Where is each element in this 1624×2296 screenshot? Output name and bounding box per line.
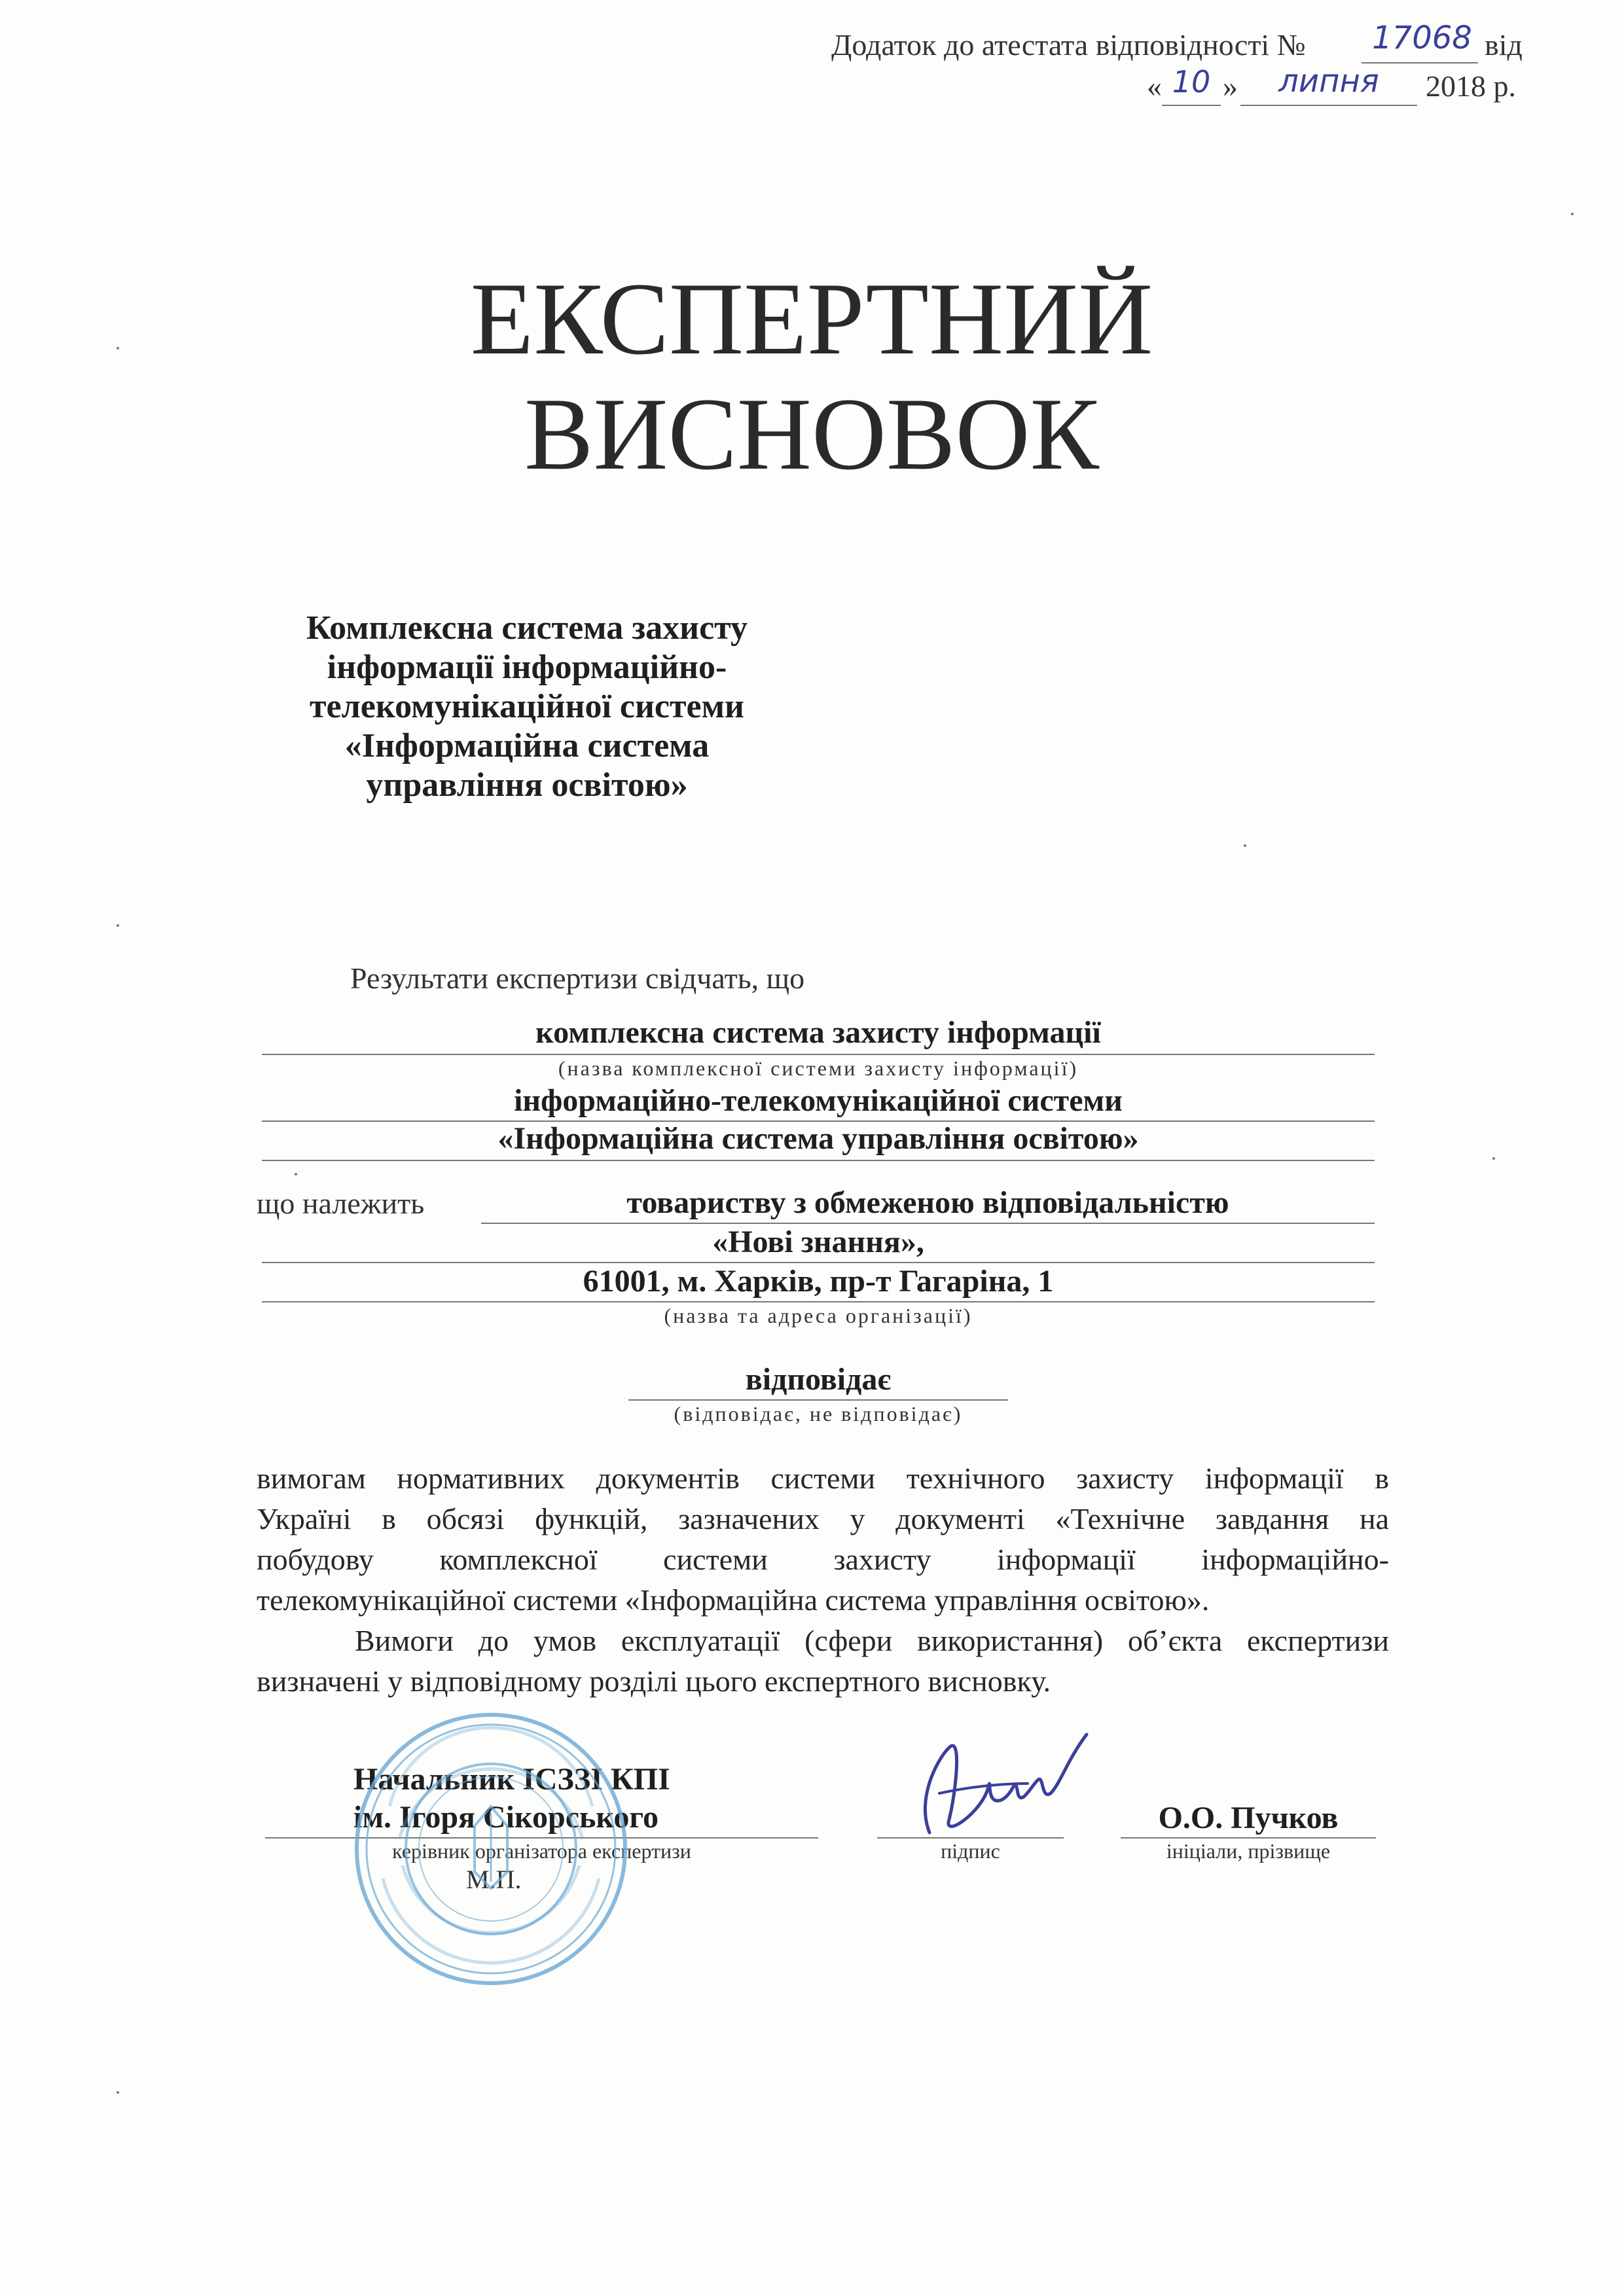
- header-suffix: від: [1485, 28, 1523, 62]
- official-stamp: [350, 1708, 632, 1990]
- position-caption: керівник організатора експертизи: [392, 1839, 691, 1863]
- name-caption: ініціали, прізвище: [1166, 1839, 1331, 1863]
- org-line1: товариству з обмеженою відповідальністю: [626, 1185, 1229, 1220]
- title-line1: ЕКСПЕРТНИЙ: [470, 262, 1153, 376]
- header-year: 2018 р.: [1426, 69, 1516, 103]
- quote-open: «: [1147, 69, 1162, 103]
- month-underline: [1240, 105, 1417, 106]
- body-paragraph-2: [257, 1621, 1389, 1702]
- system-name-underline: [262, 1054, 1375, 1055]
- org-line3-underline: [262, 1301, 1375, 1302]
- header-prefix: Додаток до атестата відповідності №: [831, 28, 1306, 62]
- document-title: [393, 262, 1231, 492]
- subject-line1: Комплексна система захисту: [306, 609, 748, 647]
- scan-speck: [117, 347, 119, 350]
- subject-block: [249, 609, 805, 805]
- subject-line3: телекомунікаційної системи: [309, 688, 745, 725]
- belongs-label: що належить: [257, 1187, 425, 1220]
- para2-line2: визначені у відповідному розділі цього експертного висновку.: [257, 1664, 1051, 1698]
- signature-underline: [877, 1837, 1064, 1839]
- signatory-name: О.О. Пучков: [1158, 1801, 1339, 1835]
- org-line2: «Нові знання»,: [712, 1225, 924, 1259]
- handwritten-signature: [910, 1721, 1106, 1846]
- month-value: липня: [1278, 63, 1379, 99]
- para1-line4: телекомунікаційної системи «Інформаційна система управління освітою».: [257, 1583, 1210, 1617]
- subject-line4: «Інформаційна система: [344, 727, 710, 764]
- para1-line1: вимогам нормативних документів системи технічного захисту інформації в: [257, 1462, 1389, 1495]
- para1-line2: Україні в обсязі функцій, зазначених у документі «Технічне завдання на: [257, 1502, 1389, 1535]
- title-line2: ВИСНОВОК: [524, 377, 1099, 492]
- name-underline: [1121, 1837, 1376, 1839]
- position-line2: ім. Ігоря Сікорського: [353, 1800, 659, 1835]
- subject-line5: управління освітою»: [366, 766, 688, 804]
- scan-speck: [295, 1173, 297, 1175]
- scan-speck: [1244, 844, 1246, 847]
- system-line2: інформаційно-телекомунікаційної системи: [514, 1083, 1123, 1118]
- para1-line3: побудову комплексної системи захисту інформації інформаційно-: [257, 1543, 1389, 1576]
- header-line1: [831, 27, 1306, 62]
- cert-number: 17068: [1372, 20, 1472, 56]
- org-caption: (назва та адреса організації): [664, 1304, 973, 1327]
- system-name: комплексна система захисту інформації: [535, 1015, 1101, 1050]
- position-line1: Начальник ІСЗЗІ КПІ: [353, 1762, 670, 1797]
- scan-speck: [1571, 213, 1574, 215]
- scan-speck: [117, 924, 119, 927]
- system-caption: (назва комплексної системи захисту інформації): [558, 1056, 1079, 1080]
- signature-caption: підпис: [941, 1839, 1000, 1863]
- quote-close: »: [1223, 69, 1238, 103]
- verdict: відповідає: [745, 1362, 892, 1397]
- subject-line2: інформації інформаційно-: [327, 649, 727, 686]
- org-line3: 61001, м. Харків, пр-т Гагаріна, 1: [583, 1264, 1054, 1299]
- verdict-caption: (відповідає, не відповідає): [674, 1402, 963, 1426]
- day-underline: [1162, 105, 1221, 106]
- verdict-underline: [628, 1399, 1008, 1401]
- system-line3-underline: [262, 1160, 1375, 1161]
- scan-speck: [1492, 1157, 1495, 1160]
- day-value: 10: [1172, 64, 1211, 99]
- results-intro: Результати експертизи свідчать, що: [350, 961, 805, 995]
- scan-speck: [117, 2091, 119, 2094]
- seal-mark: М.П.: [466, 1865, 522, 1894]
- para2-line1: Вимоги до умов експлуатації (сфери використання) об’єкта експертизи: [355, 1624, 1389, 1657]
- body-paragraph-1: [257, 1458, 1389, 1621]
- system-line3: «Інформаційна система управління освітою»: [497, 1121, 1139, 1156]
